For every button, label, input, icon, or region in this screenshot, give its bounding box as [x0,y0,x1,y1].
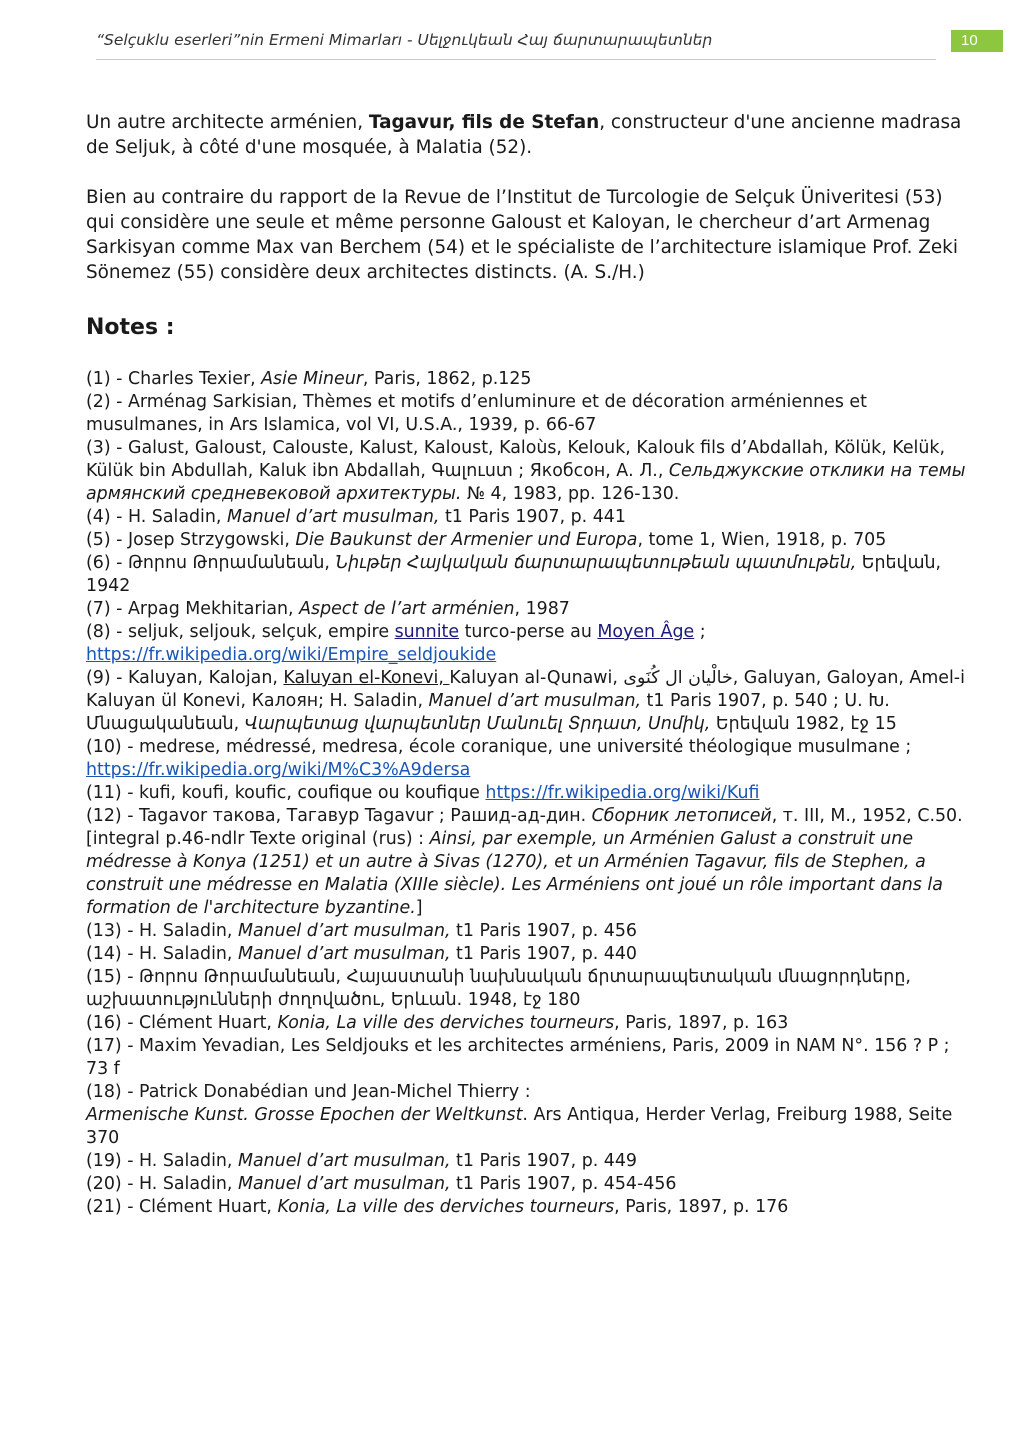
note-11: (11) - kufi, koufi, koufic, coufique ou koufique https://fr.wikipedia.org/wiki/Kufi [86,783,760,803]
note-14: (14) - H. Saladin, Manuel d’art musulman, t1 Paris 1907, p. 440 [86,944,637,964]
note-18: (18) - Patrick Donabédian und Jean-Michel Thierry : Armenische Kunst. Grosse Epochen der Weltkunst. Ars Antiqua, Herder Verlag, Freiburg 1988, Seite 370 [86,1082,953,1148]
note-12: (12) - Tagavor такова, Тагавур Tagavur ; Рашид-ад-дин. Сборник летописей, т. III, М., 1952, С.50. [integral p.46-ndlr Texte original (rus) : Ainsi, par exemple, un Arménien Galust a construit une médresse à Konya (1251) et un autre à Sivas (1270), et un Arménien Tagavur, fils de Stephen, a construit une médresse en Malatia (XIIIe siècle). Les Arméniens ont joué un rôle important dans la formation de l'architecture byzantine.] [86,806,963,918]
note-16: (16) - Clément Huart, Konia, La ville des derviches tourneurs, Paris, 1897, p. 163 [86,1013,789,1033]
note-10: (10) - medrese, médressé, medresa, école coranique, une université théologique musulmane ; https://fr.wikipedia.org/wiki/M%C3%A9dersa [86,737,912,780]
empire-seldjoukide-link[interactable]: https://fr.wikipedia.org/wiki/Empire_seldjoukide [86,645,497,665]
header-divider [96,59,936,60]
sunnite-link[interactable]: sunnite [394,622,460,642]
moyen-age-link[interactable]: Moyen Âge [597,622,695,642]
paragraph-tagavur: Un autre architecte arménien, Tagavur, fils de Stefan, constructeur d'une ancienne madrasa de Seljuk, à côté d'une mosquée, à Malatia (52). [86,112,962,158]
note-15: (15) - Թորոս Թորամանեան, Հայաստանի նախնական ճրտարապետական մնացորդները, աշխատությունների ժողովածու, Երևան. 1948, էջ 180 [86,967,911,1010]
document-body [86,110,966,1219]
kufi-link[interactable]: https://fr.wikipedia.org/wiki/Kufi [485,783,760,803]
note-1: (1) - Charles Texier, Asie Mineur, Paris, 1862, p.125 [86,369,532,389]
note-20: (20) - H. Saladin, Manuel d’art musulman, t1 Paris 1907, p. 454-456 [86,1174,677,1194]
bold-name: Tagavur, fils de Stefan [368,112,600,133]
note-19: (19) - H. Saladin, Manuel d’art musulman, t1 Paris 1907, p. 449 [86,1151,637,1171]
note-5: (5) - Josep Strzygowski, Die Baukunst der Armenier und Europa, tome 1, Wien, 1918, p. 705 [86,530,887,550]
note-8: (8) - seljuk, seljouk, selçuk, empire sunnite turco-perse au Moyen Âge ; https://fr.wikipedia.org/wiki/Empire_seldjoukide [86,622,706,665]
notes-list [86,368,966,1219]
note-13: (13) - H. Saladin, Manuel d’art musulman, t1 Paris 1907, p. 456 [86,921,637,941]
note-4: (4) - H. Saladin, Manuel d’art musulman, t1 Paris 1907, p. 441 [86,507,626,527]
page-number-badge: 10 [951,30,1003,52]
running-header: “Selçuklu eserleri”nin Ermeni Mimarları - Սելջուկեան Հայ ճարտարապետներ [96,31,713,49]
note-3: (3) - Galust, Galoust, Calouste, Kalust, Kaloust, Kaloùs, Kelouk, Kalouk fils d’Abdallah, Kölük, Kelük, Külük bin Abdullah, Kaluk ibn Abdallah, Գալուստ ; Якобсон, А. Л., Сельджукские отклики на темы армянский средневековой архитектуры. № 4, 1983, pp. 126-130. [86,438,966,504]
note-2: (2) - Arménag Sarkisian, Thèmes et motifs d’enluminure et de décoration arméniennes et musulmanes, in Ars Islamica, vol VI, U.S.A., 1939, p. 66-67 [86,392,867,435]
notes-heading: Notes : [86,315,175,340]
medersa-link[interactable]: https://fr.wikipedia.org/wiki/M%C3%A9dersa [86,760,471,780]
note-21: (21) - Clément Huart, Konia, La ville des derviches tourneurs, Paris, 1897, p. 176 [86,1197,789,1217]
paragraph-revue: Bien au contraire du rapport de la Revue de l’Institut de Turcologie de Selçuk Üniveritesi (53) qui considère une seule et même personne Galoust et Kaloyan, le chercheur d’art Armenag Sarkisyan comme Max van Berchem (54) et le spécialiste de l’architecture islamique Prof. Zeki Sönemez (55) considère deux architectes distincts. (A. S./H.) [86,187,958,283]
note-7: (7) - Arpag Mekhitarian, Aspect de l’art arménien, 1987 [86,599,570,619]
note-9: (9) - Kaluyan, Kalojan, Kaluyan el-Konevi, Kaluyan al-Qunawi, خالْيان ال كُنَوى, Galuyan, Galoyan, Amel-i Kaluyan ül Konevi, Калоян; H. Saladin, Manuel d’art musulman, t1 Paris 1907, p. 540 ; Ս. Խ. Մնացականեան, Վարպետաց վարպետներ Մանուել Տրդատ, Սոմիկ, Երեվան 1982, էջ 15 [86,668,965,734]
note-6: (6) - Թորոս Թորամանեան, Նիւթեր Հայկական ճարտարապետութեան պատմութեն, Երեվան, 1942 [86,553,942,596]
note-17: (17) - Maxim Yevadian, Les Seldjouks et les architectes arméniens, Paris, 2009 in NAM N°. 156 ? P ; 73 f [86,1036,950,1079]
